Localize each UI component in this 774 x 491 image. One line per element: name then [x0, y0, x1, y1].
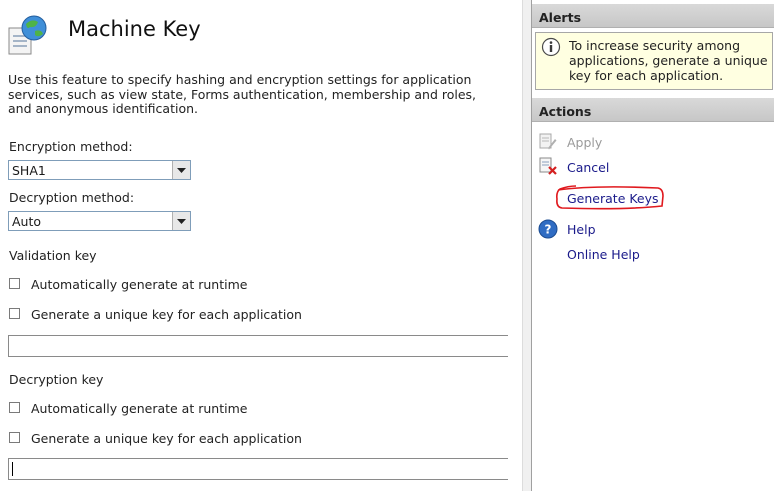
chevron-down-icon[interactable]	[172, 212, 190, 230]
chevron-down-icon[interactable]	[172, 161, 190, 179]
encryption-method-value: SHA1	[12, 163, 46, 178]
decryption-auto-generate-checkbox[interactable]	[9, 402, 20, 413]
svg-text:?: ?	[544, 222, 552, 237]
validation-unique-key-checkbox[interactable]	[9, 308, 20, 319]
decryption-method-value: Auto	[12, 214, 42, 229]
validation-key-input[interactable]	[8, 335, 508, 357]
cancel-action[interactable]: Cancel	[567, 160, 610, 175]
generate-keys-action[interactable]: Generate Keys	[567, 191, 659, 206]
validation-unique-key-label: Generate a unique key for each application	[31, 307, 302, 322]
online-help-action[interactable]: Online Help	[567, 247, 640, 262]
apply-icon	[538, 132, 558, 152]
alert-message-box	[535, 32, 773, 90]
validation-key-label: Validation key	[9, 248, 97, 263]
text-cursor	[12, 462, 13, 476]
alert-message: To increase security among applications, generate a unique key for each application.	[569, 38, 768, 83]
decryption-unique-key-checkbox[interactable]	[9, 432, 20, 443]
page-title: Machine Key	[68, 17, 201, 41]
annotation-highlight	[554, 184, 664, 211]
alerts-header: Alerts	[532, 4, 774, 28]
decryption-unique-key-label: Generate a unique key for each application	[31, 431, 302, 446]
validation-auto-generate-checkbox[interactable]	[9, 278, 20, 289]
decryption-key-label: Decryption key	[9, 372, 104, 387]
page-description: Use this feature to specify hashing and encryption settings for application services, such as view state, Forms authentication, membership and roles, and anonymous identification.	[8, 72, 477, 116]
validation-auto-generate-label: Automatically generate at runtime	[31, 277, 248, 292]
decryption-method-label: Decryption method:	[9, 190, 135, 205]
help-action[interactable]: Help	[567, 222, 596, 237]
decryption-auto-generate-label: Automatically generate at runtime	[31, 401, 248, 416]
cancel-icon	[538, 156, 558, 176]
encryption-method-select[interactable]	[8, 160, 191, 180]
actions-header: Actions	[532, 98, 774, 122]
apply-action[interactable]: Apply	[567, 135, 603, 150]
machine-key-icon	[8, 14, 48, 56]
decryption-key-input[interactable]	[8, 458, 508, 480]
pane-splitter[interactable]	[522, 0, 531, 491]
encryption-method-label: Encryption method:	[9, 139, 133, 154]
help-icon	[538, 219, 558, 239]
info-icon	[541, 37, 561, 57]
decryption-method-select[interactable]	[8, 211, 191, 231]
